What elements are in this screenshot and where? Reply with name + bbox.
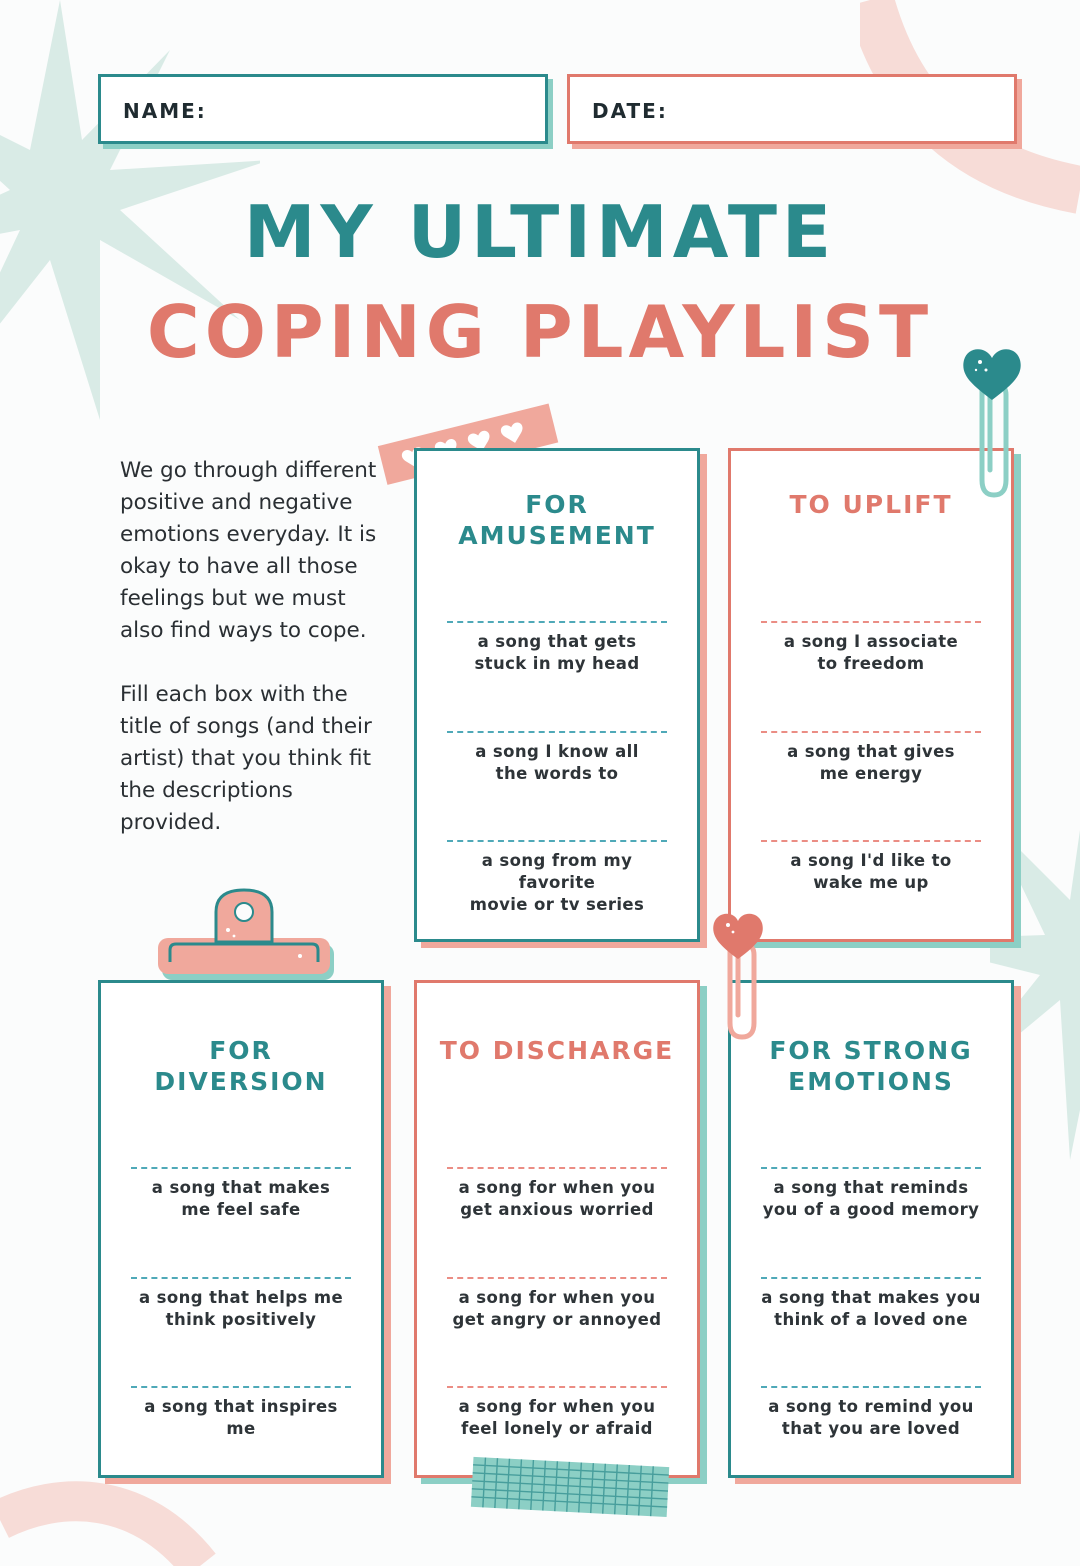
song-slot[interactable] [447, 1167, 667, 1227]
song-prompt: a song that makes me feel safe [151, 1178, 331, 1219]
song-slot[interactable] [761, 1277, 981, 1337]
song-prompt: a song that reminds you of a good memory [762, 1178, 980, 1219]
song-slot[interactable] [761, 731, 981, 791]
song-slot[interactable] [447, 1277, 667, 1337]
card-title: FOR AMUSEMENT [458, 490, 656, 550]
heart-paperclip-icon [952, 340, 1032, 500]
song-prompt: a song that gives me energy [787, 742, 955, 783]
card-for-strong-emotions [728, 980, 1014, 1478]
arc-decoration-bottom-left [0, 1480, 220, 1566]
song-prompt: a song for when you get anxious worried [458, 1178, 656, 1219]
card-for-diversion [98, 980, 384, 1478]
card-title: FOR DIVERSION [154, 1036, 328, 1096]
song-slot[interactable] [447, 731, 667, 791]
binder-clip-icon [156, 884, 336, 994]
heart-paperclip-icon [706, 905, 776, 1045]
song-slot[interactable] [761, 840, 981, 900]
card-for-amusement [414, 448, 700, 942]
name-label: NAME: [123, 99, 207, 123]
date-field[interactable] [567, 74, 1017, 144]
card-to-discharge [414, 980, 700, 1478]
card-to-uplift [728, 448, 1014, 942]
song-slot[interactable] [447, 1386, 667, 1446]
card-title: TO UPLIFT [789, 490, 953, 519]
song-prompt: a song I associate to freedom [783, 632, 959, 673]
card-title: TO DISCHARGE [439, 1036, 675, 1065]
song-slot[interactable] [761, 621, 981, 681]
song-prompt: a song that makes you think of a loved one [761, 1288, 981, 1329]
intro-paragraph-1: We go through different positive and negative emotions everyday. It is okay to have all those feelings but we must also find ways to cope. [120, 458, 377, 643]
song-slot[interactable] [131, 1167, 351, 1227]
intro-text [120, 455, 380, 871]
intro-paragraph-2: Fill each box with the title of songs (and their artist) that you think fit the descriptions provided. [120, 682, 372, 835]
song-prompt: a song that gets stuck in my head [474, 632, 640, 673]
name-field[interactable] [98, 74, 548, 144]
card-title: FOR STRONG EMOTIONS [769, 1036, 973, 1096]
page-title-line1: MY ULTIMATE [243, 190, 837, 274]
page-title-line2: COPING PLAYLIST [146, 290, 934, 374]
song-prompt: a song to remind you that you are loved [768, 1397, 974, 1438]
song-prompt: a song that inspires me [144, 1397, 338, 1438]
song-slot[interactable] [761, 1386, 981, 1446]
song-slot[interactable] [447, 621, 667, 681]
song-prompt: a song I'd like to wake me up [790, 851, 952, 892]
song-slot[interactable] [131, 1386, 351, 1446]
song-prompt: a song that helps me think positively [138, 1288, 344, 1329]
song-slot[interactable] [761, 1167, 981, 1227]
washi-tape-grid [466, 1452, 676, 1524]
date-label: DATE: [592, 99, 668, 123]
song-prompt: a song from my favorite movie or tv series [469, 851, 645, 914]
song-prompt: a song I know all the words to [475, 742, 639, 783]
song-slot[interactable] [131, 1277, 351, 1337]
song-prompt: a song for when you get angry or annoyed [452, 1288, 662, 1329]
song-prompt: a song for when you feel lonely or afraid [458, 1397, 656, 1438]
song-slot[interactable] [447, 840, 667, 914]
